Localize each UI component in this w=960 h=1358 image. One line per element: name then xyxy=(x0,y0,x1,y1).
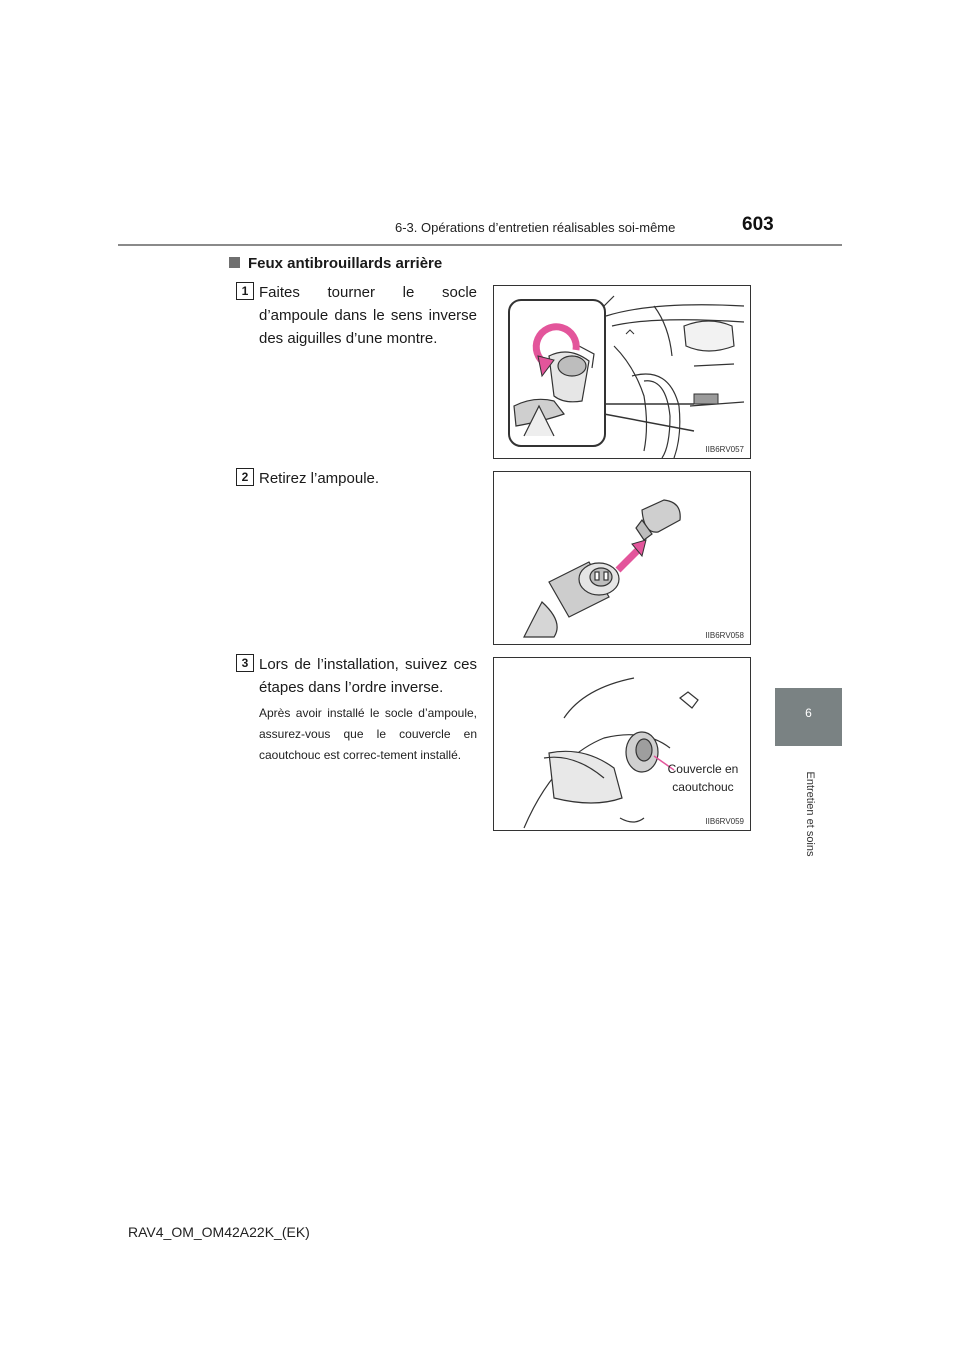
step-text-3: Lors de l’installation, suivez ces étapes dans l’ordre inverse. xyxy=(259,656,477,696)
figure-code-3: IIB6RV059 xyxy=(705,817,744,826)
bulb-socket-rotation-illustration xyxy=(494,286,750,458)
header-rule xyxy=(118,244,842,246)
step-number-3: 3 xyxy=(236,654,254,672)
running-header: 6-3. Opérations d’entretien réalisables soi-même xyxy=(395,220,676,235)
chapter-label-text: Entretien et soins xyxy=(804,771,816,857)
section-heading xyxy=(229,255,442,272)
rubber-cover-illustration xyxy=(494,658,750,830)
chapter-number: 6 xyxy=(805,706,812,720)
figure-code-1: IIB6RV057 xyxy=(705,445,744,454)
figure-callout-rubber-cover: Couvercle en caoutchouc xyxy=(667,762,739,794)
figure-step-3 xyxy=(493,657,751,831)
chapter-label xyxy=(800,770,820,860)
step-number-1: 1 xyxy=(236,282,254,300)
figure-step-1 xyxy=(493,285,751,459)
step-number-2: 2 xyxy=(236,468,254,486)
bulb-removal-illustration xyxy=(494,472,750,644)
step-text-2: Retirez l’ampoule. xyxy=(259,470,380,487)
step-note-3: Après avoir installé le socle d’ampoule, assurez-vous que le couvercle en caoutchouc est correc-tement installé. xyxy=(259,706,477,762)
heading-bullet-icon xyxy=(229,257,240,268)
chapter-tab xyxy=(775,688,842,746)
figure-step-2 xyxy=(493,471,751,645)
figure-code-2: IIB6RV058 xyxy=(705,631,744,640)
page-number: 603 xyxy=(742,214,774,235)
section-heading-text: Feux antibrouillards arrière xyxy=(248,255,443,272)
step-text-1: Faites tourner le socle d’ampoule dans le sens inverse des aiguilles d’une montre. xyxy=(259,284,477,347)
document-code: RAV4_OM_OM42A22K_(EK) xyxy=(128,1224,310,1240)
